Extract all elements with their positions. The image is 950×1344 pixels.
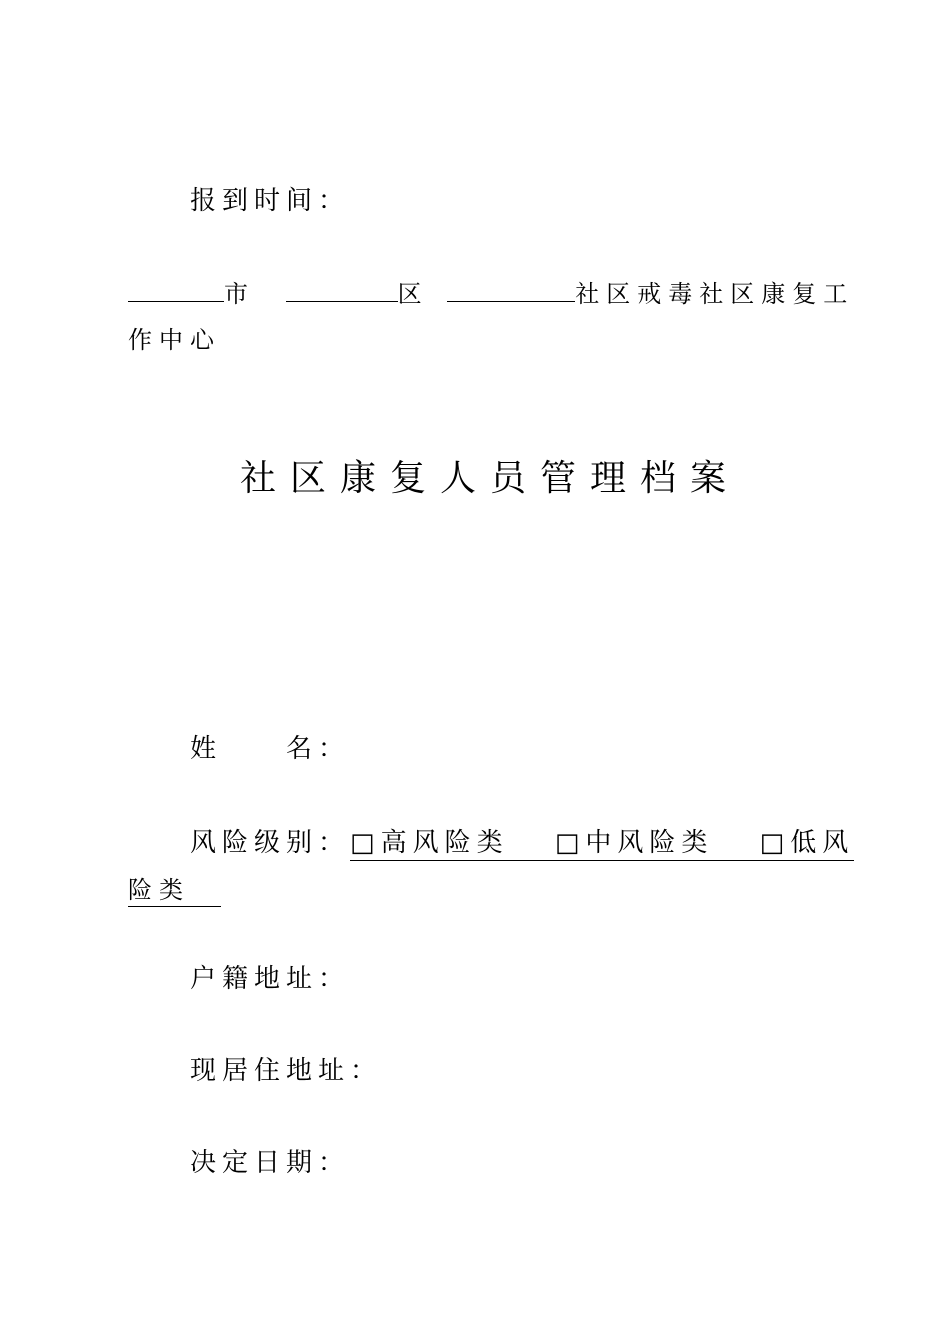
risk-level-label: 风险级别： bbox=[190, 828, 351, 858]
district-suffix: 区 bbox=[397, 280, 429, 308]
district-blank[interactable] bbox=[286, 279, 398, 302]
risk-level-options-line2[interactable]: 险类 bbox=[128, 876, 221, 907]
name-label-part2: 名： bbox=[286, 734, 351, 764]
city-blank[interactable] bbox=[128, 279, 224, 302]
center-suffix-line2: 作中心 bbox=[128, 326, 221, 354]
name-label-part1: 姓 bbox=[190, 734, 223, 764]
risk-level-row bbox=[190, 822, 854, 859]
document-title: 社区康复人员管理档案 bbox=[240, 458, 741, 499]
current-address-label: 现居住地址： bbox=[190, 1056, 383, 1086]
decision-date-label: 决定日期： bbox=[190, 1148, 351, 1178]
household-address-label: 户籍地址： bbox=[190, 964, 351, 994]
report-time-label: 报到时间： bbox=[190, 186, 351, 216]
risk-level-options-line1[interactable]: □高风险类 □中风险类 □低风 bbox=[350, 828, 854, 861]
community-blank[interactable] bbox=[447, 279, 575, 302]
center-line-1 bbox=[128, 274, 854, 309]
risk-level-options-line2-row bbox=[128, 870, 221, 905]
name-field-label bbox=[190, 728, 350, 765]
city-suffix: 市 bbox=[224, 280, 255, 308]
center-suffix-line1: 社区戒毒社区康复工 bbox=[575, 280, 855, 308]
